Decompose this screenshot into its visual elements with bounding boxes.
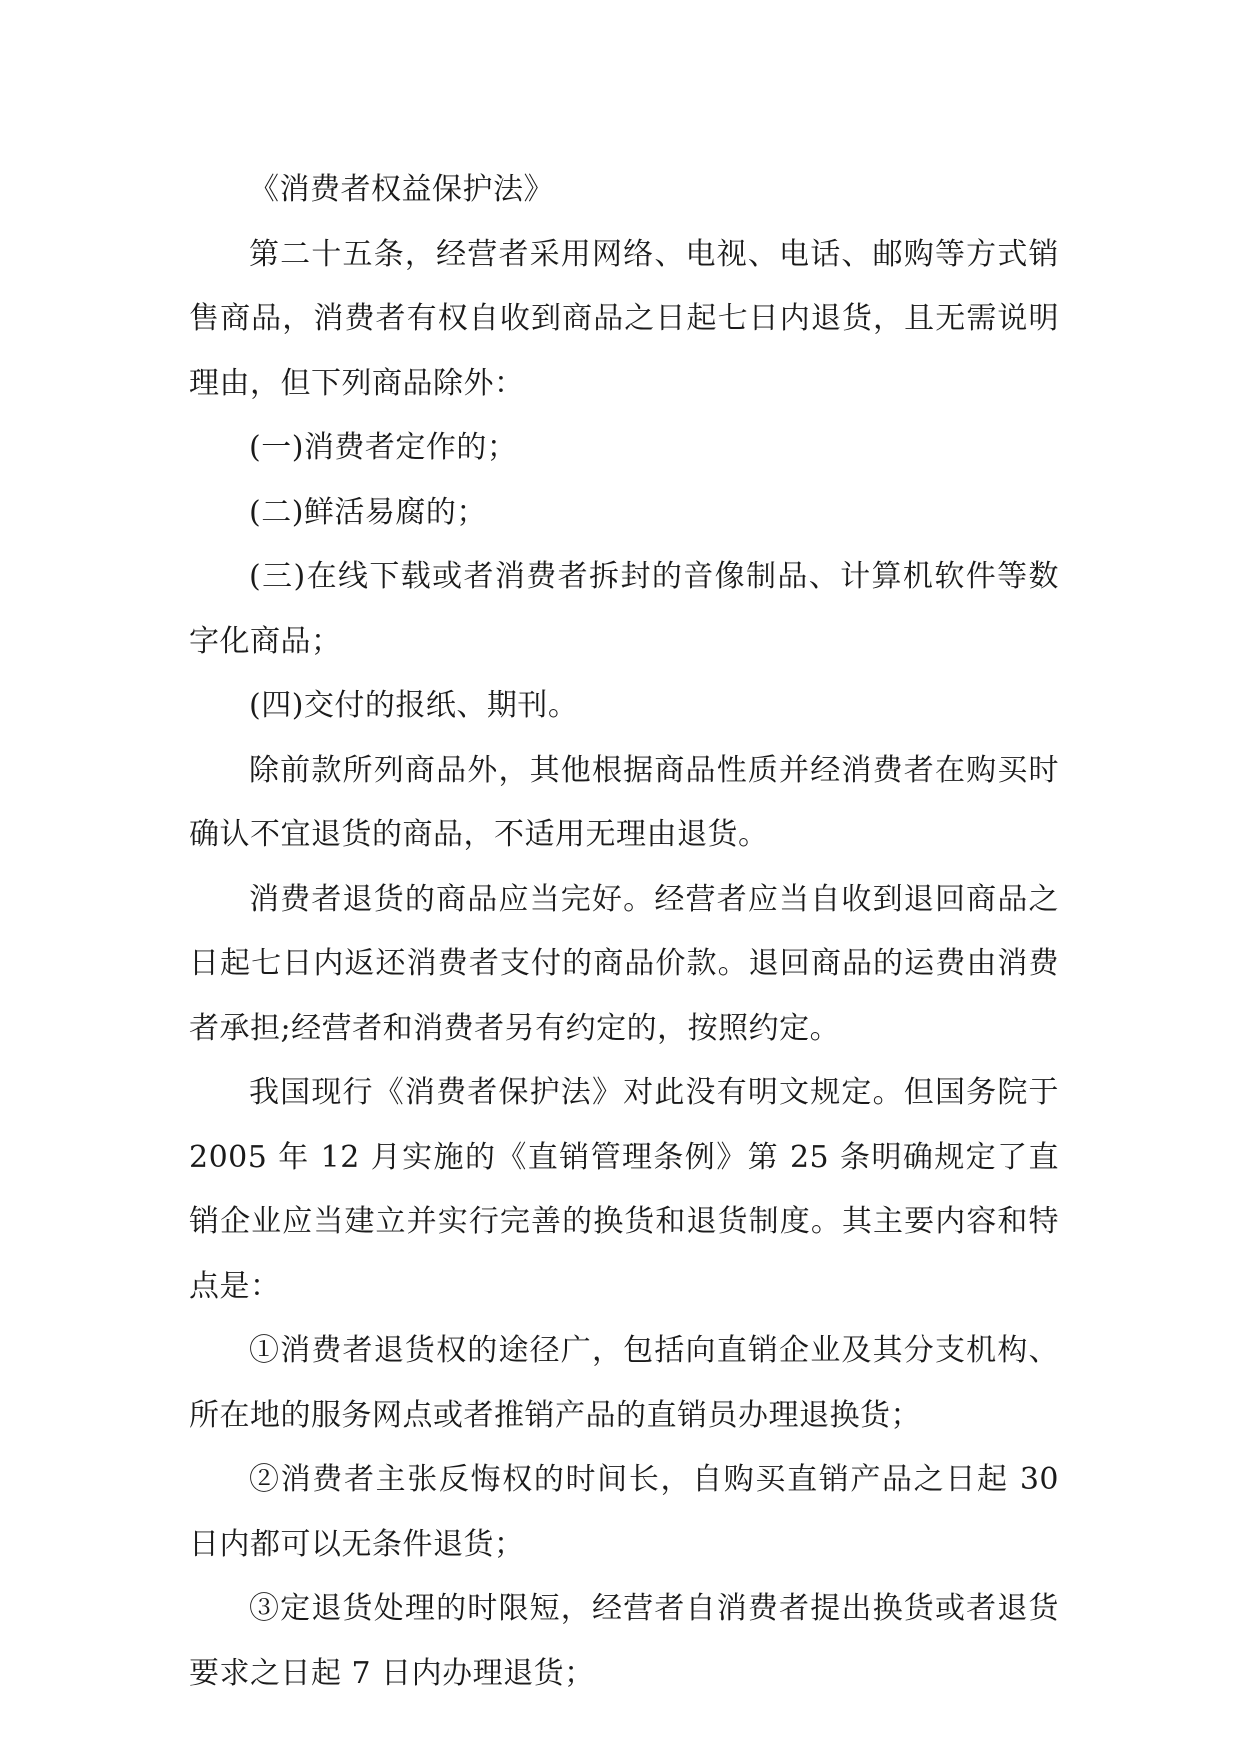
- direct-selling-regulation-paragraph: 我国现行《消费者保护法》对此没有明文规定。但国务院于 2005 年 12 月实施的《直销管理条例》第 25 条明确规定了直销企业应当建立并实行完善的换货和退货制度。其主要内容和特点是：: [189, 1075, 1059, 1304]
- exception-item-4: (四)交付的报纸、期刊。: [249, 688, 579, 723]
- feature-point-2: ②消费者主张反悔权的时间长，自购买直销产品之日起 30 日内都可以无条件退货；: [189, 1462, 1059, 1562]
- other-exceptions-paragraph: 除前款所列商品外，其他根据商品性质并经消费者在购买时确认不宜退货的商品，不适用无理由退货。: [189, 752, 1059, 852]
- exception-item-1: (一)消费者定作的；: [249, 430, 518, 465]
- law-title: 《消费者权益保护法》: [249, 172, 554, 207]
- exception-item-3: (三)在线下载或者消费者拆封的音像制品、计算机软件等数字化商品；: [189, 559, 1059, 659]
- article-25-text: 第二十五条，经营者采用网络、电视、电话、邮购等方式销售商品，消费者有权自收到商品之日起七日内退货，且无需说明理由，但下列商品除外：: [189, 236, 1059, 401]
- exception-item-2: (二)鲜活易腐的；: [249, 494, 487, 530]
- return-condition-paragraph: 消费者退货的商品应当完好。经营者应当自收到退回商品之日起七日内返还消费者支付的商品价款。退回商品的运费由消费者承担;经营者和消费者另有约定的，按照约定。: [189, 881, 1059, 1046]
- feature-point-1: ①消费者退货权的途径广，包括向直销企业及其分支机构、所在地的服务网点或者推销产品的直销员办理退换货；: [189, 1333, 1059, 1433]
- feature-point-3: ③定退货处理的时限短，经营者自消费者提出换货或者退货要求之日起 7 日内办理退货；: [189, 1591, 1059, 1691]
- document-body: [189, 158, 1059, 1706]
